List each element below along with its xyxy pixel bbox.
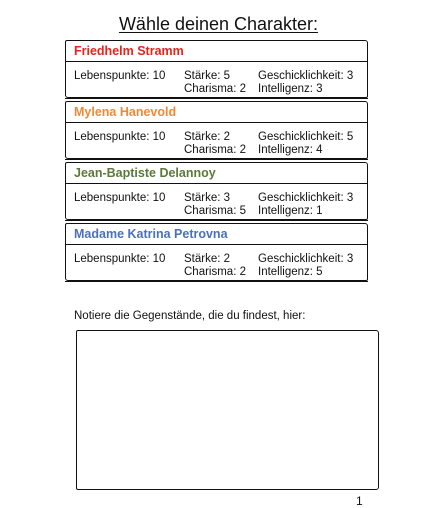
divider <box>66 122 367 123</box>
character-list <box>65 40 368 284</box>
stat-dexterity: Geschicklichkeit: 3 <box>258 70 354 82</box>
stat-hp: Lebenspunkte: 10 <box>74 70 166 82</box>
page-number: 1 <box>356 494 363 508</box>
stat-dexterity: Geschicklichkeit: 3 <box>258 192 354 204</box>
stat-charisma: Charisma: 2 <box>184 83 246 95</box>
stat-hp: Lebenspunkte: 10 <box>74 192 166 204</box>
character-card-friedhelm[interactable] <box>65 40 368 98</box>
character-name: Madame Katrina Petrovna <box>74 227 228 241</box>
stat-strength: Stärke: 2 <box>184 131 231 143</box>
stat-strength: Stärke: 2 <box>184 253 231 265</box>
stat-intelligence: Intelligenz: 5 <box>258 266 323 278</box>
character-card-mylena[interactable] <box>65 101 368 159</box>
divider <box>66 244 367 245</box>
notes-label: Notiere die Gegenstände, die du findest, hier: <box>74 310 306 322</box>
stat-intelligence: Intelligenz: 1 <box>258 205 323 217</box>
stat-dexterity: Geschicklichkeit: 5 <box>258 131 354 143</box>
page-title: Wähle deinen Charakter: <box>118 14 319 34</box>
stat-intelligence: Intelligenz: 4 <box>258 144 323 156</box>
stat-charisma: Charisma: 5 <box>184 205 246 217</box>
notes-box[interactable] <box>76 330 379 490</box>
character-name: Jean-Baptiste Delannoy <box>74 166 216 180</box>
divider <box>66 183 367 184</box>
divider <box>66 61 367 62</box>
stat-strength: Stärke: 5 <box>184 70 231 82</box>
stat-hp: Lebenspunkte: 10 <box>74 131 166 143</box>
stat-intelligence: Intelligenz: 3 <box>258 83 323 95</box>
stat-dexterity: Geschicklichkeit: 3 <box>258 253 354 265</box>
character-name: Mylena Hanevold <box>74 105 177 119</box>
character-card-jean-baptiste[interactable] <box>65 162 368 220</box>
stat-strength: Stärke: 3 <box>184 192 231 204</box>
character-name: Friedhelm Stramm <box>74 44 184 58</box>
stat-hp: Lebenspunkte: 10 <box>74 253 166 265</box>
character-card-katrina[interactable] <box>65 223 368 281</box>
stat-charisma: Charisma: 2 <box>184 144 246 156</box>
stat-charisma: Charisma: 2 <box>184 266 246 278</box>
